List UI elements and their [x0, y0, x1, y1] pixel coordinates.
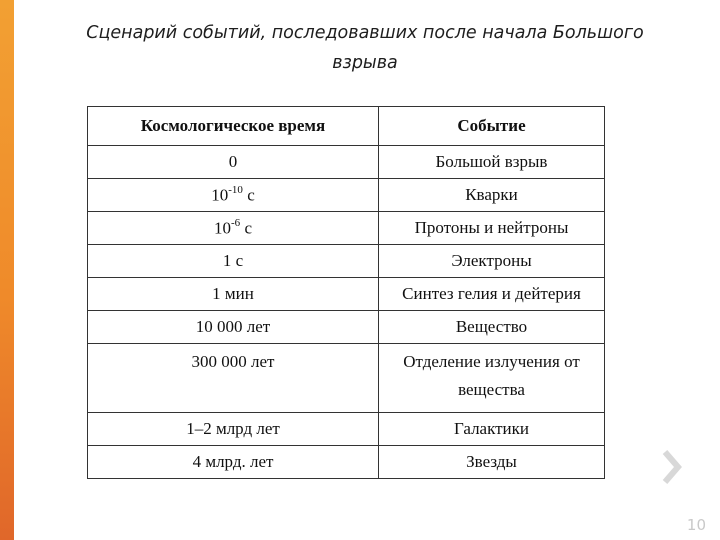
- slide-title-line-1: Сценарий событий, последовавших после начала Большого: [86, 23, 644, 43]
- time-cell: 300 000 лет: [88, 344, 379, 413]
- event-cell: Кварки: [379, 179, 605, 212]
- events-table: [87, 106, 605, 479]
- table-header-row: [88, 107, 605, 146]
- table-row: [88, 413, 605, 446]
- event-cell: Галактики: [379, 413, 605, 446]
- time-unit: с: [240, 218, 252, 238]
- time-cell: [88, 212, 379, 245]
- event-line-2: вещества: [458, 380, 525, 399]
- chevron-right-icon[interactable]: [662, 449, 684, 485]
- time-base: 10: [214, 218, 232, 238]
- time-cell: 10 000 лет: [88, 311, 379, 344]
- event-cell: Синтез гелия и дейтерия: [379, 278, 605, 311]
- time-exponent: -10: [228, 183, 243, 196]
- page-number: 10: [686, 516, 706, 534]
- time-unit: с: [242, 185, 255, 205]
- time-cell: 1 мин: [88, 278, 379, 311]
- time-base: 10: [211, 185, 229, 205]
- slide-title: [30, 18, 700, 78]
- event-line-1: Отделение излучения от: [403, 352, 580, 371]
- event-cell: [379, 344, 605, 413]
- table-row: [88, 212, 605, 245]
- table-row: [88, 446, 605, 479]
- slide-title-line-2: взрыва: [332, 53, 398, 73]
- time-cell: [88, 179, 379, 212]
- header-cosmological-time: Космологическое время: [88, 107, 379, 146]
- table-row: [88, 245, 605, 278]
- table-row: [88, 344, 605, 413]
- table-row: [88, 278, 605, 311]
- event-cell: Протоны и нейтроны: [379, 212, 605, 245]
- table-row: [88, 311, 605, 344]
- table-row: [88, 179, 605, 212]
- accent-sidebar-bar: [0, 0, 14, 540]
- time-cell: 0: [88, 146, 379, 179]
- event-cell: Электроны: [379, 245, 605, 278]
- time-cell: 1 с: [88, 245, 379, 278]
- time-exponent: -6: [231, 216, 241, 229]
- table-row: [88, 146, 605, 179]
- event-cell: Вещество: [379, 311, 605, 344]
- header-event: Событие: [379, 107, 605, 146]
- time-cell: 4 млрд. лет: [88, 446, 379, 479]
- event-cell: Большой взрыв: [379, 146, 605, 179]
- time-cell: 1–2 млрд лет: [88, 413, 379, 446]
- event-cell: Звезды: [379, 446, 605, 479]
